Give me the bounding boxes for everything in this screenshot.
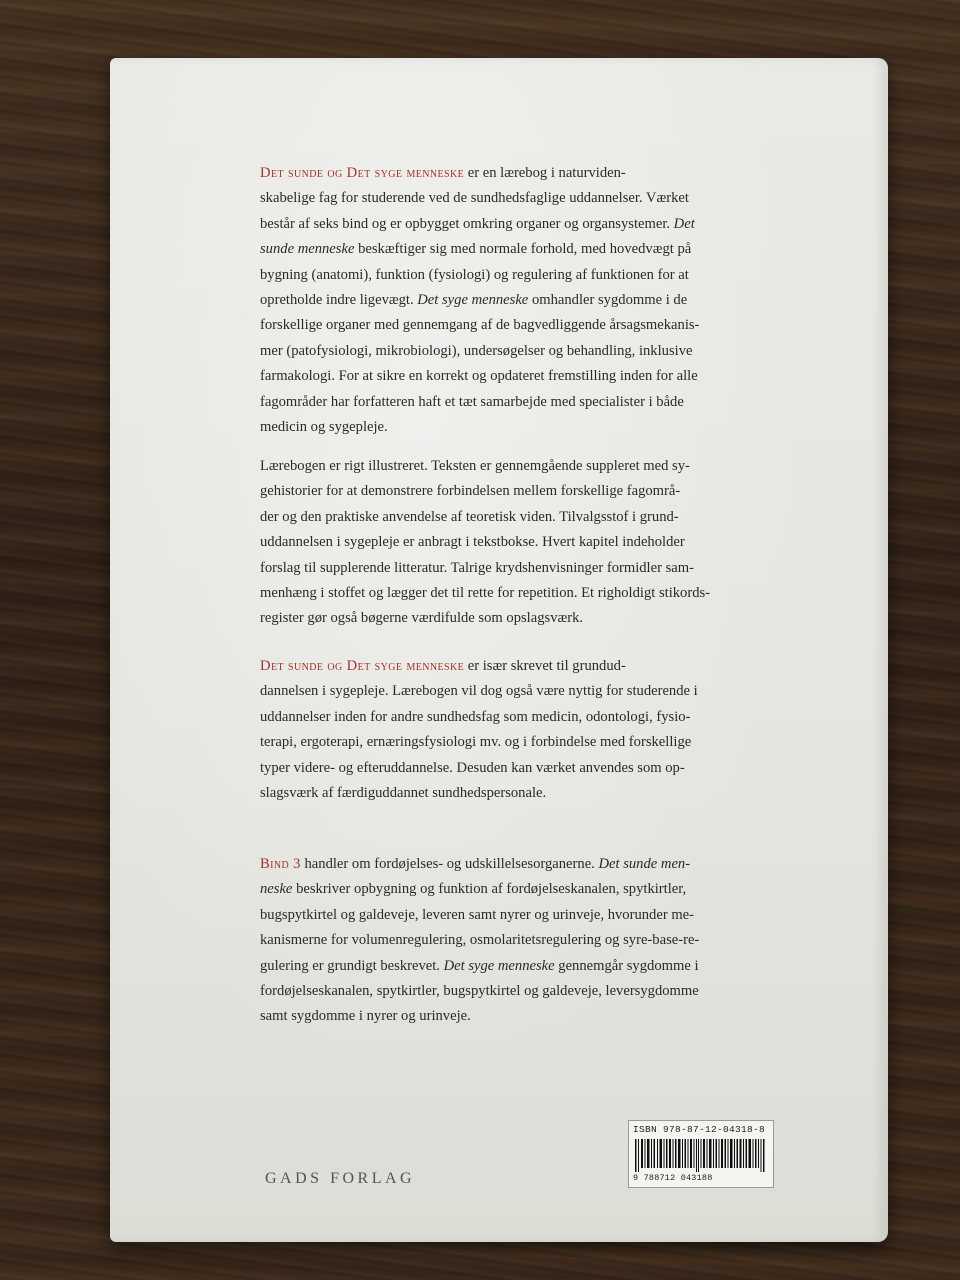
series-title: Det sunde og Det syge menneske — [260, 165, 465, 181]
blurb-paragraph-3: Det sunde og Det syge menneske er især skrevet til grundud- dannelsen i sygepleje. Lærebogen vil dog også være nyttig for studerende i uddannelser inden for andre sundhedsfag som medicin, odontologi, fysio- terapi, ergoterapi, ernæringsfysiologi mv. og i forbindelse med forskellige typer videre- og efteruddannelse. Desuden kan værket anvendes som op- slagsværk af færdiguddannet sundhedspersonale. — [260, 658, 698, 802]
blurb-paragraph-2: Lærebogen er rigt illustreret. Teksten er gennemgående suppleret med sy- gehistorier for at demonstrere forbindelsen mellem forskellige fagområ- der og den praktiske anvendelse af teoretisk viden. Tilvalgsstof i grund- uddannelsen i sygepleje er anbragt i tekstbokse. Hvert kapitel indeholder forslag til supplerende litteratur. Talrige krydshenvisninger formidler sam- menhæng i stoffet og lægger det til rette for repetition. Et righoldigt stikords- register gør også bøgerne værdifulde som opslagsværk. — [260, 458, 711, 627]
blurb-paragraph-4: Bind 3 handler om fordøjelses- og udskillelsesorganerne. Det sunde men- neske beskriver opbygning og funktion af fordøjelseskanalen, spytkirtler, bugspytkirtel og galdeveje, leveren samt nyrer og urinveje, hvorunder me- kanismerne for volumenregulering, osmolaritetsregulering og syre-base-re- gulering er grundigt beskrevet. Det syge menneske gennemgår sygdomme i fordøjelseskanalen, spytkirtler, bugspytkirtel og galdeveje, leversygdomme samt sygdomme i nyrer og urinveje. — [260, 856, 700, 1025]
publisher-name: GADS FORLAG — [265, 1170, 416, 1187]
barcode-number: 9 788712 043188 — [633, 1173, 713, 1183]
series-title: Det sunde og Det syge menneske — [260, 658, 465, 674]
isbn-text: ISBN 978-87-12-04318-8 — [633, 1124, 766, 1135]
book-back-cover — [110, 58, 888, 1242]
volume-title: Bind 3 — [260, 856, 301, 872]
barcode-icon — [635, 1139, 765, 1172]
blurb-paragraph-1: Det sunde og Det syge menneske er en lærebog i naturviden- skabelige fag for studerende ved de sundhedsfaglige uddannelser. Værket består af seks bind og er opbygget omkring organer og organsystemer. Det sunde menneske beskæftiger sig med normale forhold, med hovedvægt på bygning (anatomi), funktion (fysiologi) og regulering af funktionen for at opretholde indre ligevægt. Det syge menneske omhandler sygdomme i de forskellige organer med gennemgang af de bagvedliggende årsagsmekanis- mer (patofysiologi, mikrobiologi), undersøgelser og behandling, inklusive farmakologi. For at sikre en korrekt og opdateret fremstilling inden for alle fagområder har forfatteren haft et tæt samarbejde med specialister i både medicin og sygepleje. — [260, 165, 700, 436]
isbn-barcode-label — [628, 1120, 774, 1188]
